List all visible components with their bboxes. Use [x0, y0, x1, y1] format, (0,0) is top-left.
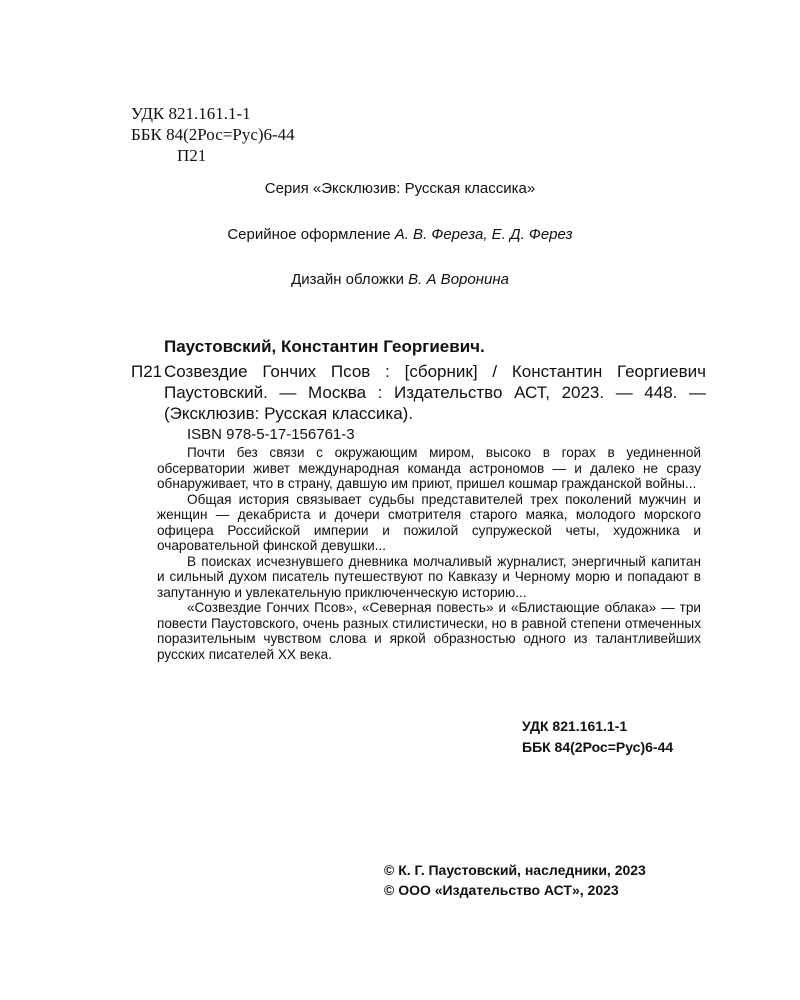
annotation-paragraph: «Созвездие Гончих Псов», «Северная повесть» и «Блистающие облака» — три повести Паустовского, очень разных стилистически, но в равной степени отмеченных поразительным чувством слова и яркой образностью одного из талантливейших русских писателей XX века.	[157, 600, 701, 662]
classification-codes-bottom	[522, 716, 673, 758]
series-line	[0, 180, 800, 197]
udk-code-bottom: УДК 821.161.1-1	[522, 718, 628, 734]
annotation-paragraph: Почти без связи с окружающим миром, высоко в горах в уединенной обсерватории живет международная команда астрономов — и далеко не сразу обнаруживает, что в страну, давшую им приют, пришел кошмар гражданской войны...	[157, 445, 701, 491]
catalog-author: Паустовский, Константин Георгиевич.	[164, 337, 485, 356]
series-design-label: Серийное оформление	[227, 226, 391, 243]
catalog-entry	[131, 361, 706, 424]
classification-codes	[131, 103, 295, 166]
copyright-line: © К. Г. Паустовский, наследники, 2023	[384, 862, 646, 878]
catalog-mark: П21	[131, 362, 163, 381]
cover-design-label: Дизайн обложки	[291, 271, 404, 288]
series-design-line	[0, 226, 800, 243]
copyright-block	[384, 860, 646, 900]
annotation-paragraph: Общая история связывает судьбы представителей трех поколений мужчин и женщин — декабриста и дочери смотрителя старого маяка, молодого морского офицера Российской империи и пожилой супружеской четы, художника и очаровательной финской девушки...	[157, 491, 701, 553]
series-design-names: А. В. Фереза, Е. Д. Ферез	[394, 226, 573, 243]
cover-design-line	[0, 271, 800, 288]
cover-design-name: В. А Воронина	[408, 271, 509, 288]
isbn: ISBN 978-5-17-156761-3	[187, 426, 355, 443]
bbk-code: ББК 84(2Рос=Рус)6-44	[131, 125, 295, 144]
series-text: Серия «Эксклюзив: Русская классика»	[264, 180, 536, 197]
udk-code: УДК 821.161.1-1	[131, 104, 251, 123]
author-mark: П21	[177, 146, 207, 165]
catalog-description: Созвездие Гончих Псов : [сборник] / Константин Георгиевич Паустовский. — Москва : Издательство АСТ, 2023. — 448. — (Эксклюзив: Русская классика).	[164, 362, 706, 423]
copyright-line: © ООО «Издательство АСТ», 2023	[384, 882, 619, 898]
bbk-code-bottom: ББК 84(2Рос=Рус)6-44	[522, 739, 674, 755]
annotation-paragraph: В поисках исчезнувшего дневника молчаливый журналист, энергичный капитан и сильный духом писатель путешествуют по Кавказу и Черному морю и попадают в запутанную и увлекательную приключенческую историю...	[157, 553, 701, 600]
annotation	[157, 445, 701, 662]
